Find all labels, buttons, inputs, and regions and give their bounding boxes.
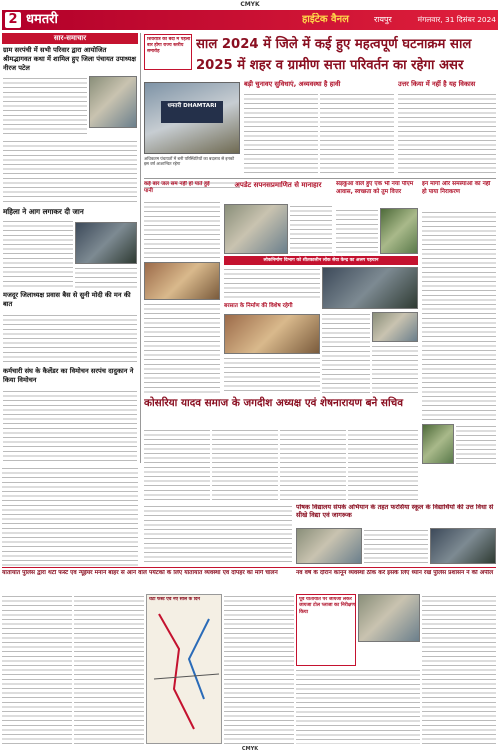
left-section-header: सार-समाचार: [2, 33, 138, 44]
main-body-3: [280, 428, 346, 500]
mid-body-center: [290, 204, 332, 254]
bottom-right-headline: नव वर्ष के दौरान कानून व्यवस्था ठीक करे इसके लिए ध्यान रखें पुलिस प्रशासन ने की अपील: [296, 570, 494, 576]
left-body-3: [3, 219, 73, 289]
banner-photo-caption: अधिकतम पंचायतों में बनी परिस्थितियों का बदलाव से इनको इस वर्ष आशान्वित रहेगा: [144, 156, 235, 166]
left-headline-2: महिला ने आग लगाकर दी जान: [3, 207, 84, 216]
paper-name: हाईटेक वैनल: [302, 14, 349, 25]
left-body-1: [3, 76, 87, 138]
left-headline-1: ग्राम सरपंची में सभी परिवार द्वारा आयोजित श्रीमद्भागवत कथा में शामिल हुए जिला पंचायत उपाध्यक्ष नीरज पटेल: [3, 46, 136, 72]
lower-photo-1: [224, 314, 320, 354]
main-headline: कोसरिया यादव समाज के जगदीश अध्यक्ष एवं शेषनारायण बने सचिव: [144, 397, 404, 409]
mid-headline-right: सड़कुआ वाले हुए एक भी नया पीएम आवास, स्वच्छता को तुम वित्तर: [336, 181, 414, 195]
banner-photo: [144, 82, 240, 154]
bottom-left-headline: यातायात पुलिस द्वारा थर्टी फर्स्ट एवं न्यूईयर मनाने बाहर से आने वाले पर्यटकों के लिए यातायात व्यवस्था एवं दोपहर का मार्ग चालन: [2, 570, 278, 576]
left-body-4: [75, 266, 137, 290]
city: रायपुर: [374, 15, 392, 24]
left-headline-4: कर्मचारी संघ के कैलेंडर का विमोचन सरपंच दादुकान ने किया विमोचन: [3, 367, 134, 384]
banner-body-3: [398, 92, 496, 176]
banner-caption-box: [144, 34, 192, 70]
center-lower-body: [144, 504, 292, 566]
bordered-box-title: पूर्व यातायात पर जायजा लेकर जायजा टोल प्लाजा का निरीक्षण किया: [299, 597, 355, 615]
lower-body-2: [224, 356, 320, 394]
bottom-right-photo: [358, 594, 420, 642]
cmyk-logo-bottom: CMYK: [241, 746, 259, 752]
left-body-6: [3, 389, 137, 463]
mid-photo-center: [224, 204, 288, 254]
mid-photo-right: [380, 208, 418, 254]
lower-photo-3: [422, 424, 454, 464]
left-photo-1: [89, 76, 137, 128]
mid-body-far: [422, 210, 496, 422]
mid-headline-far: इन मांगों और समस्याओं का नहीं हो पाया निराकरण: [422, 181, 491, 195]
main-body-2: [212, 428, 278, 500]
bottom-right-body-1: [422, 594, 496, 744]
right-lower-photo-2: [430, 528, 496, 564]
page-number: 2: [5, 12, 21, 28]
right-headline: पोषक विद्यालय संपर्क अभियान के तहत फरसिया स्कूल के विद्यार्थियों की उत्त विधा से सीखे विद्या एवं जागरूक: [296, 504, 494, 519]
right-lower-photo-1: [296, 528, 362, 564]
mid-red-caption: लोकनिर्माण विभाग को शीतकालीन लोक सेवा केन्द्र का अलग पहचान: [224, 256, 418, 265]
banner-body-1: [244, 92, 318, 176]
masthead: [2, 10, 498, 30]
cmyk-logo: CMYK: [240, 1, 260, 8]
mid-headline-left: कई बार जल सम नहीं हो पाते हुई पानी: [144, 181, 210, 194]
section-title: धमतरी: [26, 12, 58, 27]
bottom-right-body-2: [296, 668, 420, 744]
mid-photo-center-2: [322, 267, 418, 309]
lower-photo-2: [372, 312, 418, 342]
lower-headline-water: बरसात के निर्माण की विशेष रहेगी: [224, 303, 293, 309]
lower-body-1: [144, 302, 220, 394]
dhamtari-sign: धमतरी DHAMTARI: [161, 101, 223, 123]
main-body-4: [348, 428, 418, 500]
mid-body-right: [336, 208, 378, 254]
bottom-left-body-2: [74, 594, 144, 744]
bottom-left-body-1: [2, 594, 72, 744]
main-body-1: [144, 428, 210, 500]
banner-body-2: [320, 92, 394, 176]
bottom-divider: [2, 567, 496, 568]
mid-body-left: [144, 200, 220, 260]
map-title: थर्टी फर्स्ट एवं नए साल के दिन: [149, 597, 200, 602]
banner-divider: [144, 178, 496, 179]
banner-caption-text: शिवरात्रि की बेदी में पहली बार होगा राज्य स्तरीय समारोह: [147, 37, 191, 54]
map-box: [146, 594, 222, 744]
date: मंगलवार, 31 दिसंबर 2024: [417, 15, 496, 24]
left-body-5: [3, 313, 137, 365]
right-lower-body-1: [364, 528, 428, 564]
mid-photo-left: [144, 262, 220, 300]
mid-headline-center: अपडेट सपनसप्रमाणित से मानाहार: [234, 181, 322, 189]
bottom-mid-body: [224, 594, 294, 744]
lower-body-3: [322, 312, 370, 394]
lower-body-5: [456, 424, 496, 464]
left-body-2: [3, 139, 137, 205]
mid-body-center-2: [224, 267, 320, 299]
route-map: [149, 609, 221, 741]
left-lower-body: [2, 466, 138, 566]
banner-headline: साल 2024 में जिले में कई हुए महत्वपूर्ण घटनाक्रम साल 2025 में शहर व ग्रामीण सत्ता परिवर्तन का रहेगा असर: [196, 37, 472, 73]
left-column-divider: [140, 33, 141, 463]
banner-sub-right: उत्तर किया में नहीं है यह विकास: [398, 80, 476, 88]
left-headline-3: मजदूर जिलाध्यक्ष प्रवास बैस से सुनी मोदी की मन की बात: [3, 291, 131, 308]
lower-body-4: [372, 344, 418, 394]
left-photo-2: [75, 222, 137, 264]
bordered-box: [296, 594, 356, 666]
banner-sub-left: बड़ी चुनावए सुविधाएं, अव्यवस्था है हावी: [244, 80, 341, 88]
